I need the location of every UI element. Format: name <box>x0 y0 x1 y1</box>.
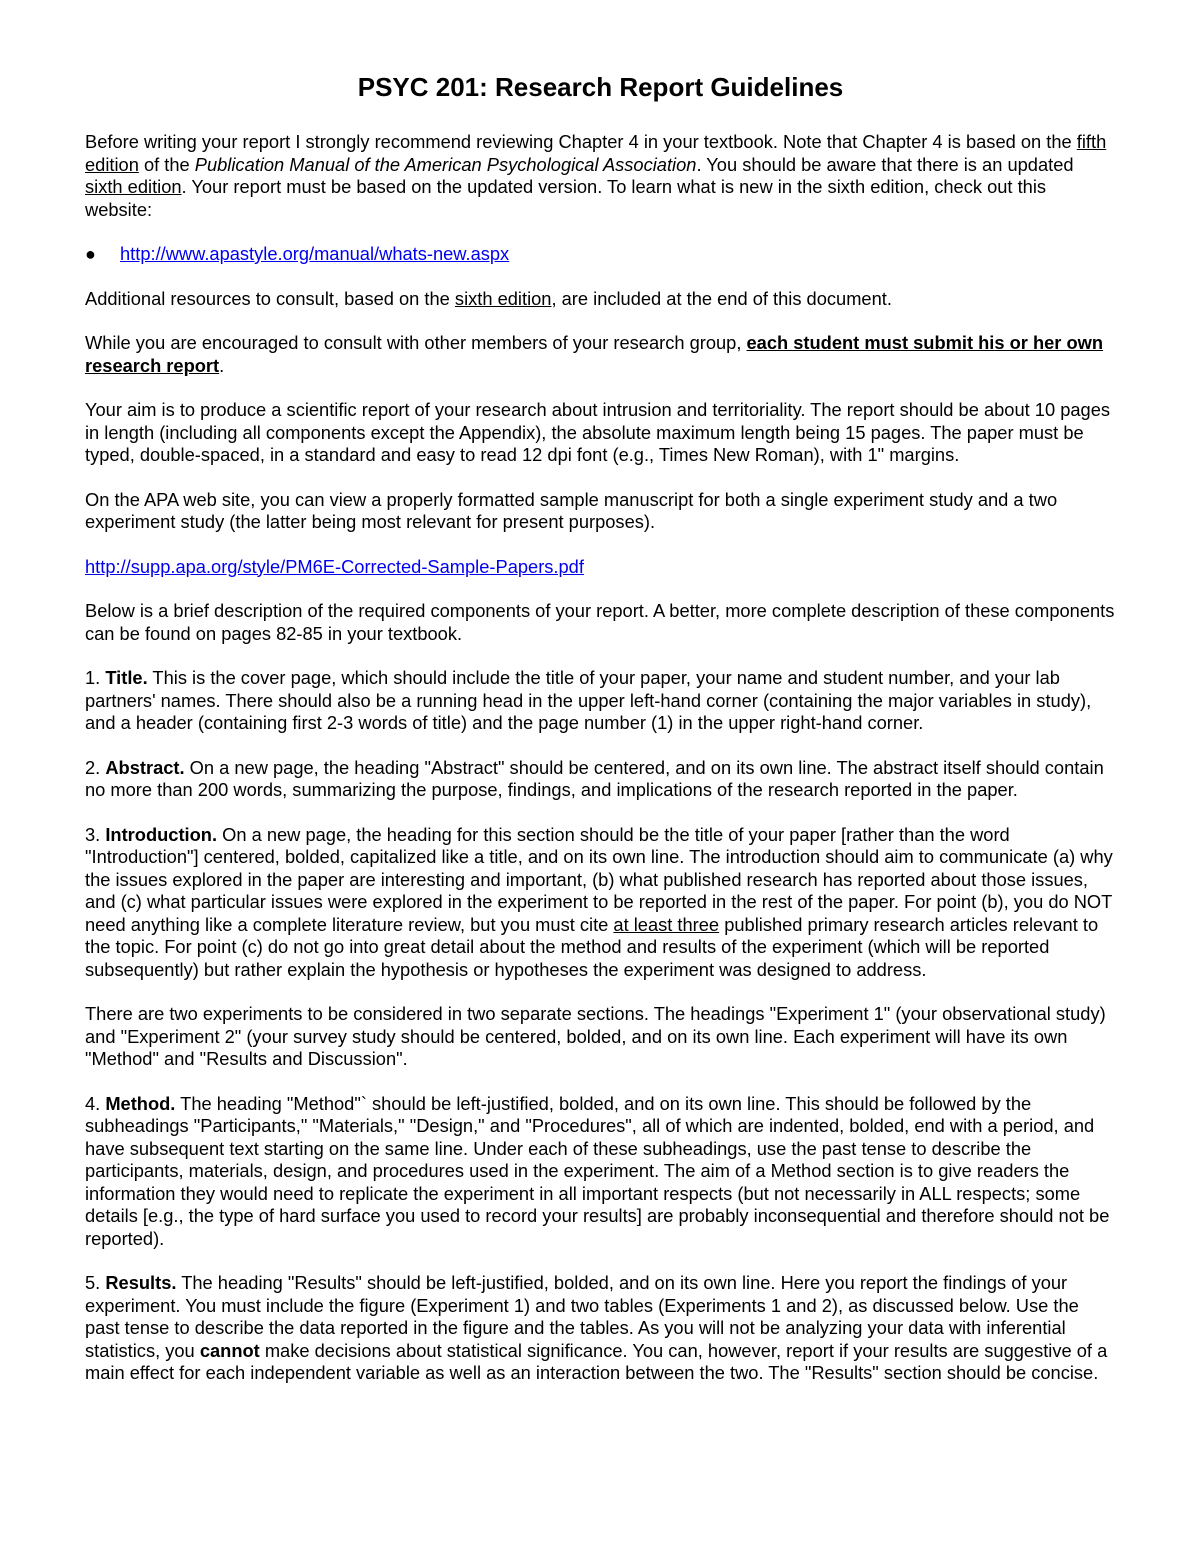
at-least-three-underline: at least three <box>613 913 720 935</box>
submit-own-report-emphasis: each student must submit his or her own research report <box>85 332 1104 376</box>
aim-paragraph: Your aim is to produce a scientific report of your research about intrusion and territoriality. The report should be about 10 pages in length (including all components except the Appendix), the absolute maximum length being 15 pages. The paper must be typed, double-spaced, in a standard and easy to read 12 dpi font (e.g., Times New Roman), with 1" margins. <box>85 399 1111 465</box>
section-method-heading: Method. <box>105 1092 176 1114</box>
document-title: PSYC 201: Research Report Guidelines <box>357 72 844 102</box>
apastyle-whats-new-link[interactable]: http://www.apastyle.org/manual/whats-new.aspx <box>120 243 510 264</box>
resources-paragraph: Additional resources to consult, based on the sixth edition, are included at the end of this document. <box>85 287 892 309</box>
components-intro-paragraph: Below is a brief description of the required components of your report. A better, more complete description of these components can be found on pages 82-85 in your textbook. <box>85 600 1115 644</box>
fifth-edition-underline: fifth edition <box>85 131 1107 175</box>
section-introduction-heading: Introduction. <box>105 823 218 845</box>
sixth-edition-underline-2: sixth edition <box>454 287 552 309</box>
section-results-paragraph: 5. Results. The heading "Results" should be left-justified, bolded, and on its own line. Here you report the findings of your experiment. You must include the figure (Experiment 1) and two tables (Experiments 1 and 2), as discussed below. Use the past tense to describe the data reported in the figure and the tables. As you will not be analyzing your data with inferential statistics, you cannot make decisions about statistical significance. You can, however, report if your results are suggestive of a main effect for each independent variable as well as an interaction between the two. The "Results" section should be concise. <box>85 1272 1108 1383</box>
sixth-edition-underline: sixth edition <box>85 176 182 197</box>
section-title-paragraph: 1. Title. This is the cover page, which should include the title of your paper, your name and student number, and your lab partners' names. There should also be a running head in the upper left-hand corner (containing the major variables in study), and a header (containing first 2-3 words of title) and the page number (1) in the upper right-hand corner. <box>85 667 1092 733</box>
sample-link-paragraph <box>85 556 1116 579</box>
intro-paragraph: Before writing your report I strongly recommend reviewing Chapter 4 in your textbook. Note that Chapter 4 is based on the fifth edition of the Publication Manual of the American Psychological Association. You should be aware that there is an updated sixth edition. Your report must be based on the updated version. To learn what is new in the sixth edition, check out this website: <box>85 131 1107 220</box>
section-results-heading: Results. <box>105 1272 177 1293</box>
section-introduction-paragraph: 3. Introduction. On a new page, the heading for this section should be the title of your paper [rather than the word "Introduction"] centered, bolded, capitalized like a title, and on its own line. The introduction should aim to communicate (a) why the issues explored in the paper are interesting and important, (b) what published research has reported about those issues, and (c) what particular issues were explored in the experiment to be reported in the rest of the paper. For point (b), you do NOT need anything like a complete literature review, but you must cite at least three published primary research articles relevant to the topic. For point (c) do not go into great detail about the method and results of the experiment (which will be reported subsequently) but rather explain the hypothesis or hypotheses the experiment was designed to address. <box>85 823 1113 980</box>
section-abstract-heading: Abstract. <box>105 756 185 778</box>
bullet-icon: ● <box>85 244 96 264</box>
sample-papers-link[interactable]: http://supp.apa.org/style/PM6E-Corrected-Sample-Papers.pdf <box>85 555 584 577</box>
section-title-heading: Title. <box>105 667 148 688</box>
section-abstract-paragraph: 2. Abstract. On a new page, the heading "Abstract" should be centered, and on its own line. The abstract itself should contain no more than 200 words, summarizing the purpose, findings, and implications of the research reported in the paper. <box>85 756 1104 800</box>
group-paragraph: While you are encouraged to consult with other members of your research group, each student must submit his or her own research report. <box>85 332 1104 376</box>
apa-sample-paragraph: On the APA web site, you can view a properly formatted sample manuscript for both a single experiment study and a two experiment study (the latter being most relevant for present purposes). <box>85 488 1058 532</box>
apa-manual-title: Publication Manual of the American Psychological Association <box>194 153 697 175</box>
experiments-paragraph: There are two experiments to be considered in two separate sections. The headings "Experiment 1" (your observational study) and "Experiment 2" (your survey study should be centered, bolded, and on its own line. Each experiment will have its own "Method" and "Results and Discussion". <box>85 1003 1106 1069</box>
bullet-list-item <box>85 243 1116 266</box>
section-method-paragraph: 4. Method. The heading "Method"` should be left-justified, bolded, and on its own line. This should be followed by the subheadings "Participants," "Materials," "Design," and "Procedures", all of which are indented, bolded, end with a period, and have subsequent text starting on the same line. Under each of these subheadings, use the past tense to describe the participants, materials, design, and procedures used in the experiment. The aim of a Method section is to give readers the information they would need to replicate the experiment in all important respects (but not necessarily in ALL respects; some details [e.g., the type of hard surface you used to record your results] are probably inconsequential and therefore should not be reported). <box>85 1092 1110 1249</box>
cannot-emphasis: cannot <box>199 1339 260 1361</box>
